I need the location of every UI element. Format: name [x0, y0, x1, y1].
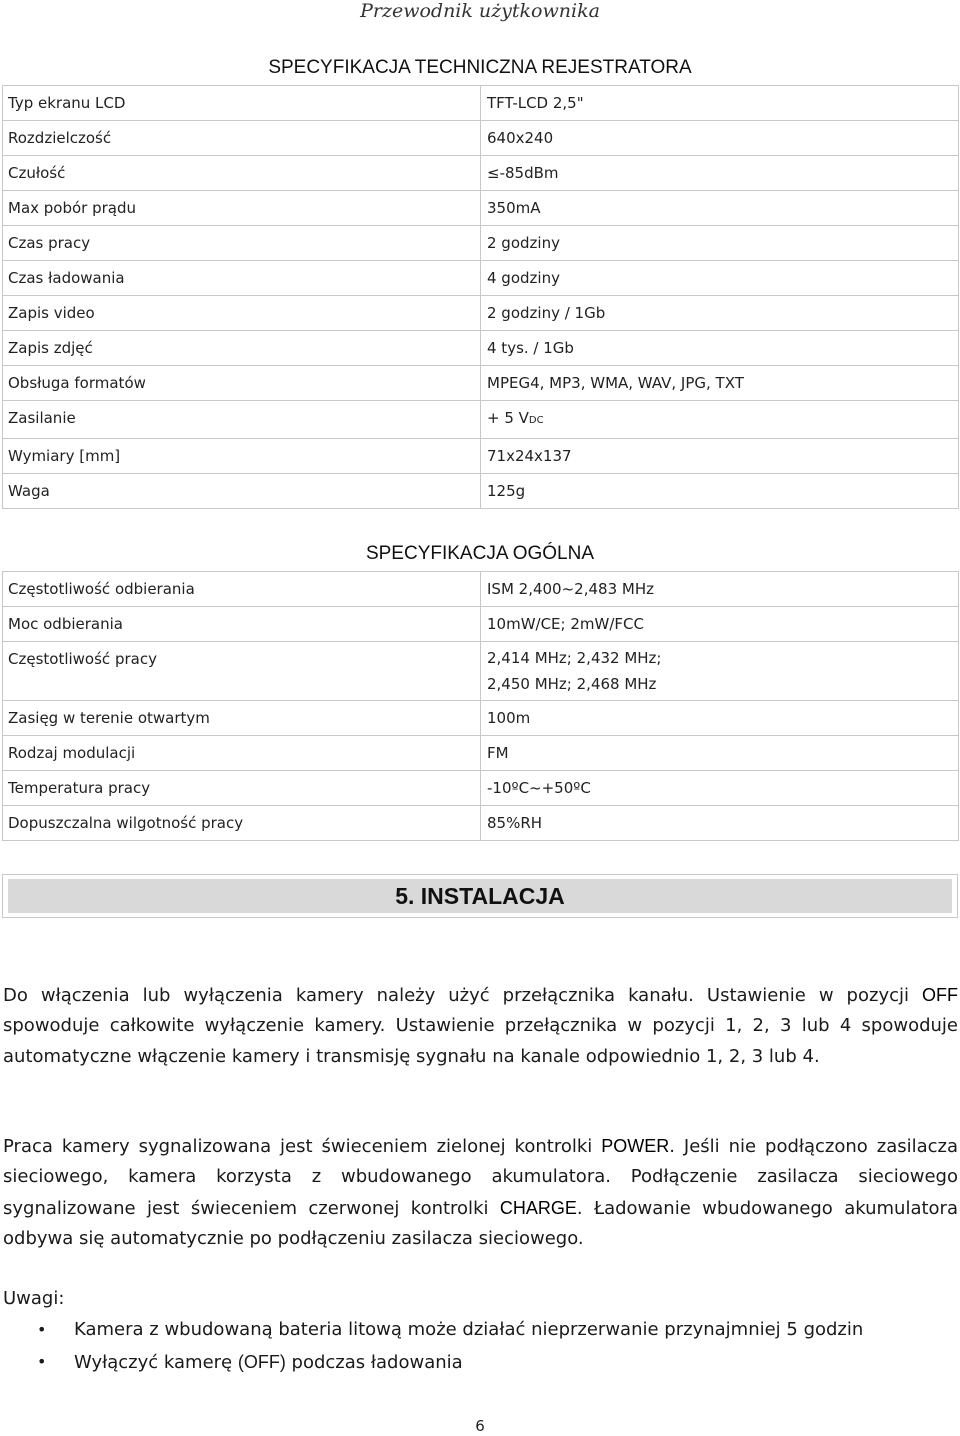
table-row	[3, 296, 959, 331]
spec-value: 350mA	[481, 191, 959, 226]
spec-value-main: + 5 V	[487, 409, 529, 427]
install-section-banner	[2, 874, 958, 918]
spec-value: 640x240	[481, 121, 959, 156]
table-row	[3, 226, 959, 261]
bullet-icon: •	[37, 1352, 47, 1371]
table-row	[3, 701, 959, 736]
table-row	[3, 156, 959, 191]
spec-label: Zasięg w terenie otwartym	[3, 701, 481, 736]
spec-label: Temperatura pracy	[3, 771, 481, 806]
list-item	[0, 1315, 960, 1347]
spec-label: Typ ekranu LCD	[3, 86, 481, 121]
note-text: Kamera z wbudowaną bateria litową może działać nieprzerwanie przynajmniej 5 godzin	[74, 1319, 864, 1340]
table-row	[3, 86, 959, 121]
keyword-power: POWER	[601, 1136, 670, 1156]
table-row	[3, 607, 959, 642]
spec-label: Czułość	[3, 156, 481, 191]
table-row	[3, 261, 959, 296]
spec-value-subscript: DC	[528, 415, 544, 426]
note-text: podczas ładowania	[285, 1352, 463, 1373]
keyword-off: OFF	[922, 985, 958, 1005]
spec-value: -10ºC~+50ºC	[481, 771, 959, 806]
spec-label: Wymiary [mm]	[3, 439, 481, 474]
bullet-icon: •	[37, 1320, 47, 1339]
spec-value: 10mW/CE; 2mW/FCC	[481, 607, 959, 642]
paragraph-text: Do włączenia lub wyłączenia kamery należy użyć przełącznika kanału. Ustawienie w pozycji	[3, 985, 922, 1006]
spec-value: 71x24x137	[481, 439, 959, 474]
install-heading: 5. INSTALACJA	[8, 879, 952, 913]
table-row	[3, 191, 959, 226]
spec-label: Dopuszczalna wilgotność pracy	[3, 806, 481, 841]
spec-label: Waga	[3, 474, 481, 509]
keyword-charge: CHARGE	[499, 1197, 577, 1218]
notes-list	[0, 1315, 960, 1379]
spec-label: Częstotliwość odbierania	[3, 572, 481, 607]
keyword-off: (OFF)	[237, 1352, 286, 1372]
notes-title: Uwagi:	[3, 1288, 65, 1309]
spec-label: Rozdzielczość	[3, 121, 481, 156]
spec-value-line: 2,414 MHz; 2,432 MHz;	[487, 649, 662, 667]
tech-spec-table	[2, 85, 959, 509]
table-row	[3, 771, 959, 806]
spec-value: MPEG4, MP3, WMA, WAV, JPG, TXT	[481, 366, 959, 401]
spec-label: Zasilanie	[3, 401, 481, 439]
spec-label: Obsługa formatów	[3, 366, 481, 401]
spec-value: 85%RH	[481, 806, 959, 841]
table-row	[3, 331, 959, 366]
spec-value: 4 godziny	[481, 261, 959, 296]
spec-value: 2 godziny	[481, 226, 959, 261]
install-paragraph-1	[3, 980, 958, 1072]
page-number: 6	[475, 1417, 485, 1435]
table-row	[3, 474, 959, 509]
install-paragraph-2	[3, 1131, 958, 1254]
table-row	[3, 806, 959, 841]
spec-value: 4 tys. / 1Gb	[481, 331, 959, 366]
general-spec-title: SPECYFIKACJA OGÓLNA	[365, 543, 595, 564]
spec-value: TFT-LCD 2,5"	[481, 86, 959, 121]
spec-value: ≤-85dBm	[481, 156, 959, 191]
general-spec-table	[2, 571, 959, 841]
note-text: Wyłączyć kamerę	[74, 1352, 238, 1373]
table-row	[3, 366, 959, 401]
running-header: Przewodnik użytkownika	[360, 0, 600, 22]
table-row	[3, 572, 959, 607]
table-row	[3, 121, 959, 156]
paragraph-text: spowoduje całkowite wyłączenie kamery. Ustawienie przełącznika w pozycji 1, 2, 3 lub 4 spowoduje automatyczne włączenie kamery i transmisję sygnału na kanale odpowiednio 1, 2, 3 lub 4.	[3, 1015, 958, 1067]
spec-value: 2 godziny / 1Gb	[481, 296, 959, 331]
spec-label: Czas pracy	[3, 226, 481, 261]
table-row	[3, 401, 959, 439]
paragraph-text: . Ładowanie wbudowanego akumulatora odbywa się automatycznie po podłączeniu zasilacza sieciowego.	[3, 1197, 958, 1249]
spec-value-line: 2,450 MHz; 2,468 MHz	[487, 675, 657, 693]
spec-label: Max pobór prądu	[3, 191, 481, 226]
spec-label: Zapis video	[3, 296, 481, 331]
spec-label: Moc odbierania	[3, 607, 481, 642]
list-item	[0, 1347, 960, 1379]
spec-value	[481, 401, 959, 439]
spec-label: Częstotliwość pracy	[3, 642, 481, 701]
spec-value: 100m	[481, 701, 959, 736]
table-row	[3, 736, 959, 771]
tech-spec-title: SPECYFIKACJA TECHNICZNA REJESTRATORA	[268, 57, 692, 78]
spec-label: Rodzaj modulacji	[3, 736, 481, 771]
paragraph-text: Praca kamery sygnalizowana jest świeceniem zielonej kontrolki	[3, 1136, 602, 1157]
spec-value: FM	[481, 736, 959, 771]
spec-value: 125g	[481, 474, 959, 509]
table-row	[3, 642, 959, 701]
table-row	[3, 439, 959, 474]
spec-value: ISM 2,400~2,483 MHz	[481, 572, 959, 607]
paragraph-text: . Jeśli nie podłączono zasilacza sieciowego, kamera korzysta z wbudowanego akumulatora. Podłączenie zasilacza sieciowego sygnalizowane jest świeceniem czerwonej kontrolki	[3, 1136, 959, 1219]
spec-value	[481, 642, 959, 701]
spec-label: Czas ładowania	[3, 261, 481, 296]
spec-label: Zapis zdjęć	[3, 331, 481, 366]
